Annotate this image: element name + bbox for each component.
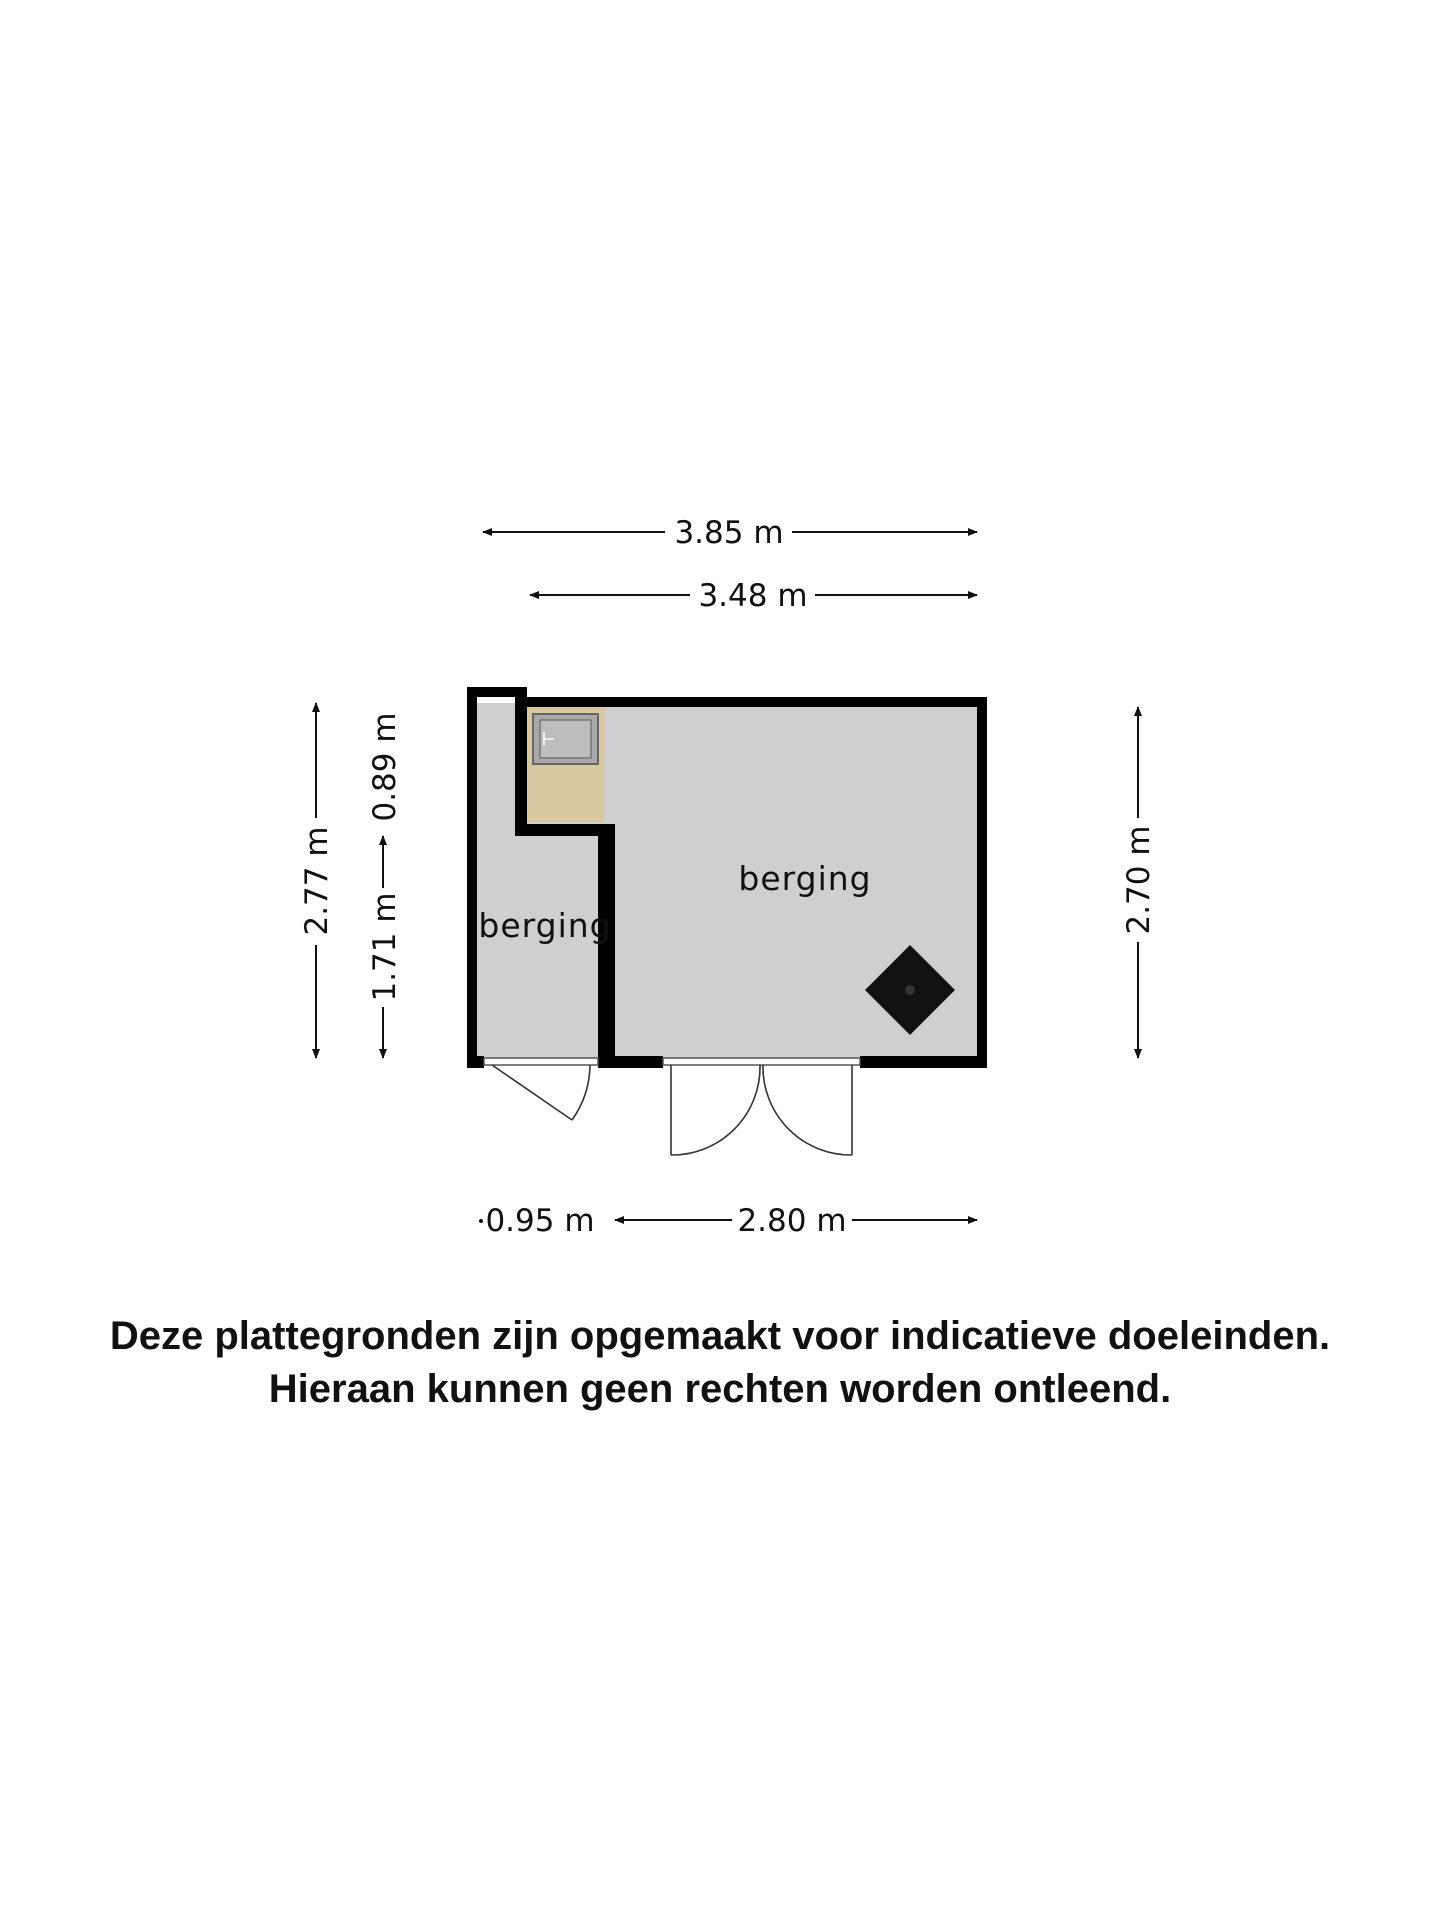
disclaimer-line-2: Hieraan kunnen geen rechten worden ontleend.	[268, 1367, 1172, 1411]
svg-text:3.48 m: 3.48 m	[698, 578, 808, 614]
svg-text:0.95 m: 0.95 m	[485, 1203, 595, 1239]
dimension-left-upper	[367, 712, 403, 821]
dimension-top-inner	[530, 578, 977, 614]
svg-text:1.71 m: 1.71 m	[367, 892, 403, 1002]
room-label-main: berging	[738, 859, 872, 898]
svg-text:2.80 m: 2.80 m	[737, 1203, 847, 1239]
dimension-right	[1121, 707, 1157, 1058]
svg-text:2.77 m: 2.77 m	[299, 826, 335, 936]
disclaimer-line-1: Deze plattegronden zijn opgemaakt voor indicatieve doeleinden.	[109, 1314, 1331, 1358]
dimension-top-outer	[483, 515, 977, 551]
dimension-bottom-right	[615, 1203, 977, 1239]
side-door	[492, 1065, 590, 1120]
room-label-side: berging	[478, 906, 612, 945]
svg-text:2.70 m: 2.70 m	[1121, 825, 1157, 935]
svg-text:3.85 m: 3.85 m	[674, 515, 784, 551]
dimension-left-lower	[367, 836, 403, 1058]
svg-text:0.89 m: 0.89 m	[367, 712, 403, 822]
dimension-left-total	[299, 703, 335, 1058]
dimension-bottom-left	[479, 1203, 595, 1239]
double-door	[671, 1065, 852, 1155]
